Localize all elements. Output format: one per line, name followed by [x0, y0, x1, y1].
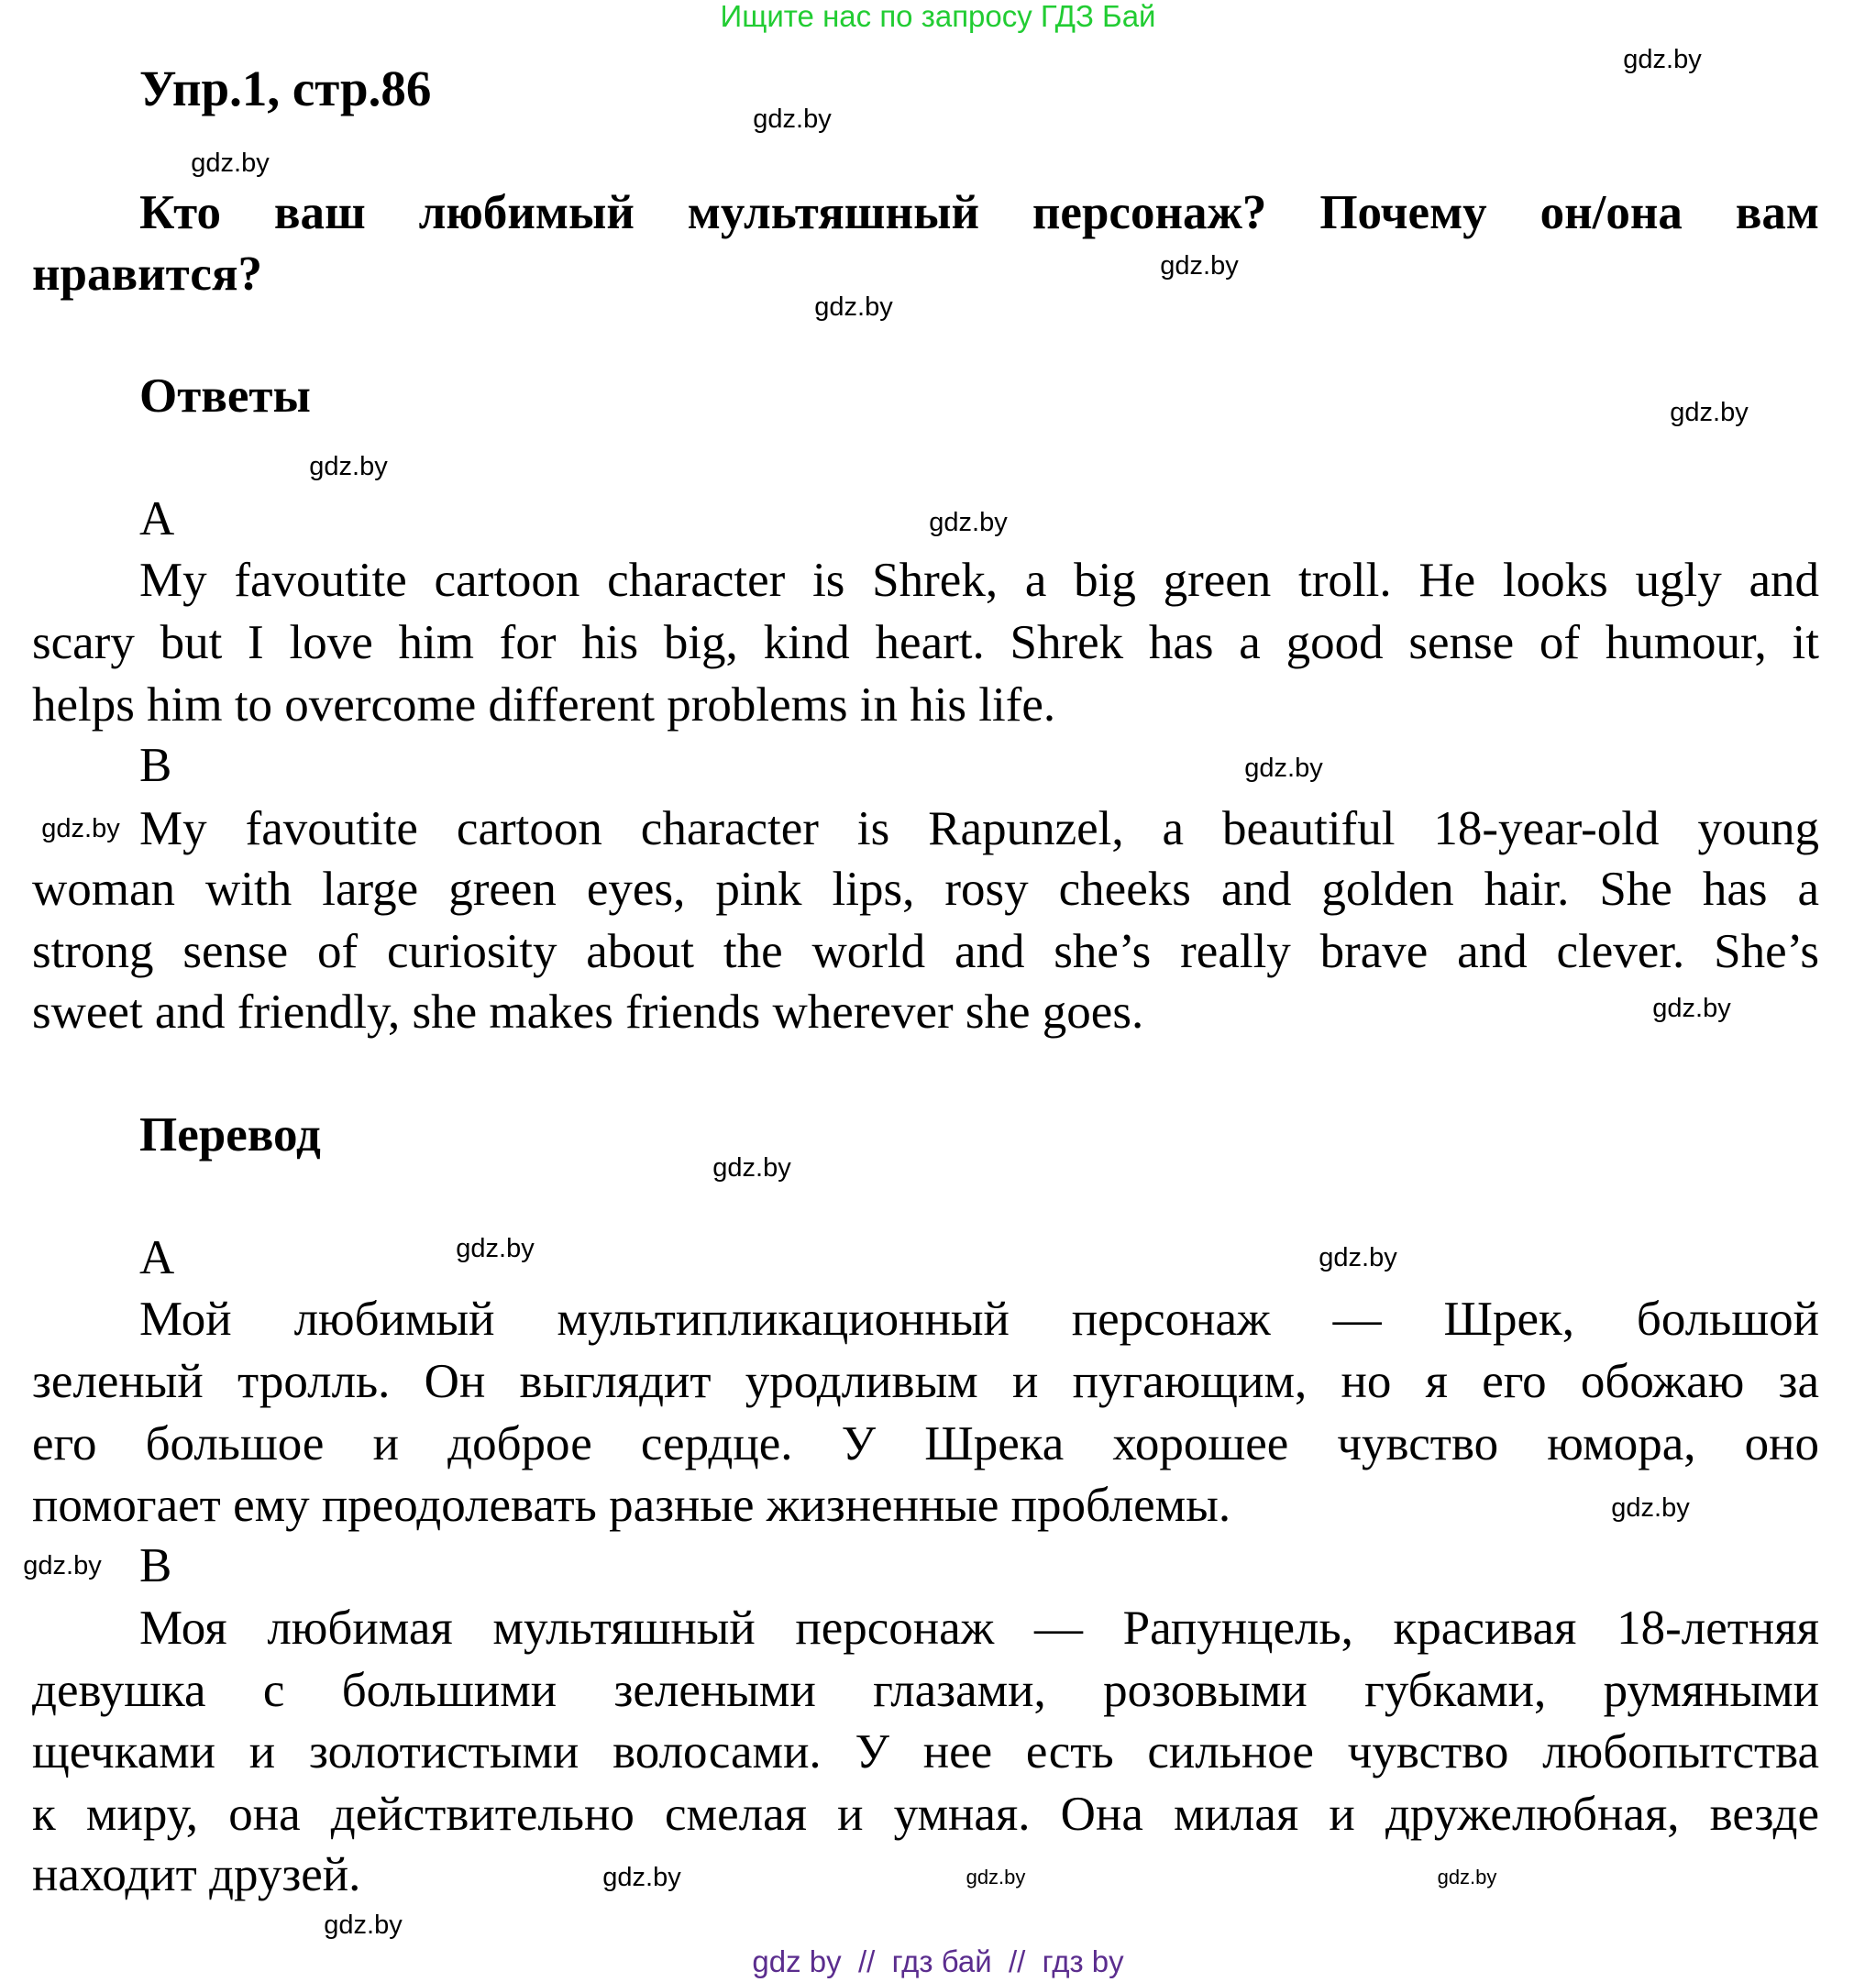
answer-b-line: woman with large green eyes, pink lips, rosy cheeks and golden hair. She has a	[32, 863, 1819, 916]
translation-b-label: B	[139, 1539, 172, 1592]
answer-a-line: My favoutite cartoon character is Shrek, a big green troll. He looks ugly and	[139, 554, 1819, 607]
translation-a-line: его большое и доброе сердце. У Шрека хорошее чувство юмора, оно	[32, 1417, 1819, 1470]
translation-a-line: помогает ему преодолевать разные жизненные проблемы.	[32, 1479, 1231, 1532]
watermark: gdz.by	[41, 814, 120, 843]
answer-a-line: scary but I love him for his big, kind heart. Shrek has a good sense of humour, it	[32, 616, 1819, 669]
answer-a-line: helps him to overcome different problems in his life.	[32, 678, 1056, 732]
answer-b-line: My favoutite cartoon character is Rapunzel, a beautiful 18-year-old young	[139, 802, 1819, 855]
answer-b-label: B	[139, 739, 172, 792]
translation-b-line: Моя любимая мультяшный персонаж — Рапунцель, красивая 18-летняя	[139, 1602, 1819, 1655]
watermark: gdz.by	[712, 1153, 791, 1183]
watermark: gdz.by	[1437, 1866, 1497, 1888]
watermark: gdz.by	[23, 1551, 102, 1580]
page-title: Упр.1, стр.86	[139, 61, 432, 116]
watermark: gdz.by	[753, 105, 832, 134]
watermark: gdz.by	[1160, 251, 1239, 281]
translation-heading: Перевод	[139, 1108, 321, 1162]
watermark: gdz.by	[191, 149, 270, 178]
watermark: gdz.by	[1319, 1243, 1397, 1272]
translation-a-line: зеленый тролль. Он выглядит уродливым и пугающим, но я его обожаю за	[32, 1355, 1819, 1408]
translation-b-line: щечками и золотистыми волосами. У нее есть сильное чувство любопытства	[32, 1725, 1819, 1778]
watermark: gdz.by	[1244, 754, 1323, 783]
watermark: gdz.by	[1670, 398, 1749, 427]
answer-b-line: strong sense of curiosity about the world and she’s really brave and clever. She’s	[32, 925, 1819, 978]
answers-heading: Ответы	[139, 369, 311, 423]
watermark: gdz.by	[1623, 45, 1702, 74]
watermark: gdz.by	[966, 1866, 1026, 1888]
watermark: gdz.by	[324, 1910, 403, 1940]
answer-a-label: A	[139, 492, 175, 545]
watermark: gdz.by	[309, 452, 388, 481]
answer-b-line: sweet and friendly, she makes friends wherever she goes.	[32, 985, 1144, 1039]
footer-links: gdz by // гдз бай // гдз by	[752, 1944, 1124, 1978]
watermark: gdz.by	[1611, 1493, 1690, 1523]
translation-b-line: находит друзей.	[32, 1848, 361, 1901]
translation-a-label: A	[139, 1231, 175, 1284]
translation-a-line: Мой любимый мультипликационный персонаж — Шрек, большой	[139, 1293, 1819, 1346]
watermark: gdz.by	[814, 292, 893, 322]
watermark: gdz.by	[456, 1234, 535, 1263]
question-line: Кто ваш любимый мультяшный персонаж? Почему он/она вам	[139, 186, 1819, 239]
question-line: нравится?	[32, 248, 263, 301]
translation-b-line: девушка с большими зелеными глазами, розовыми губками, румяными	[32, 1664, 1819, 1717]
watermark: gdz.by	[602, 1863, 681, 1892]
search-banner: Ищите нас по запросу ГДЗ Бай	[720, 0, 1156, 33]
watermark: gdz.by	[929, 508, 1008, 537]
watermark: gdz.by	[1652, 994, 1731, 1023]
translation-b-line: к миру, она действительно смелая и умная. Она милая и дружелюбная, везде	[32, 1788, 1819, 1841]
